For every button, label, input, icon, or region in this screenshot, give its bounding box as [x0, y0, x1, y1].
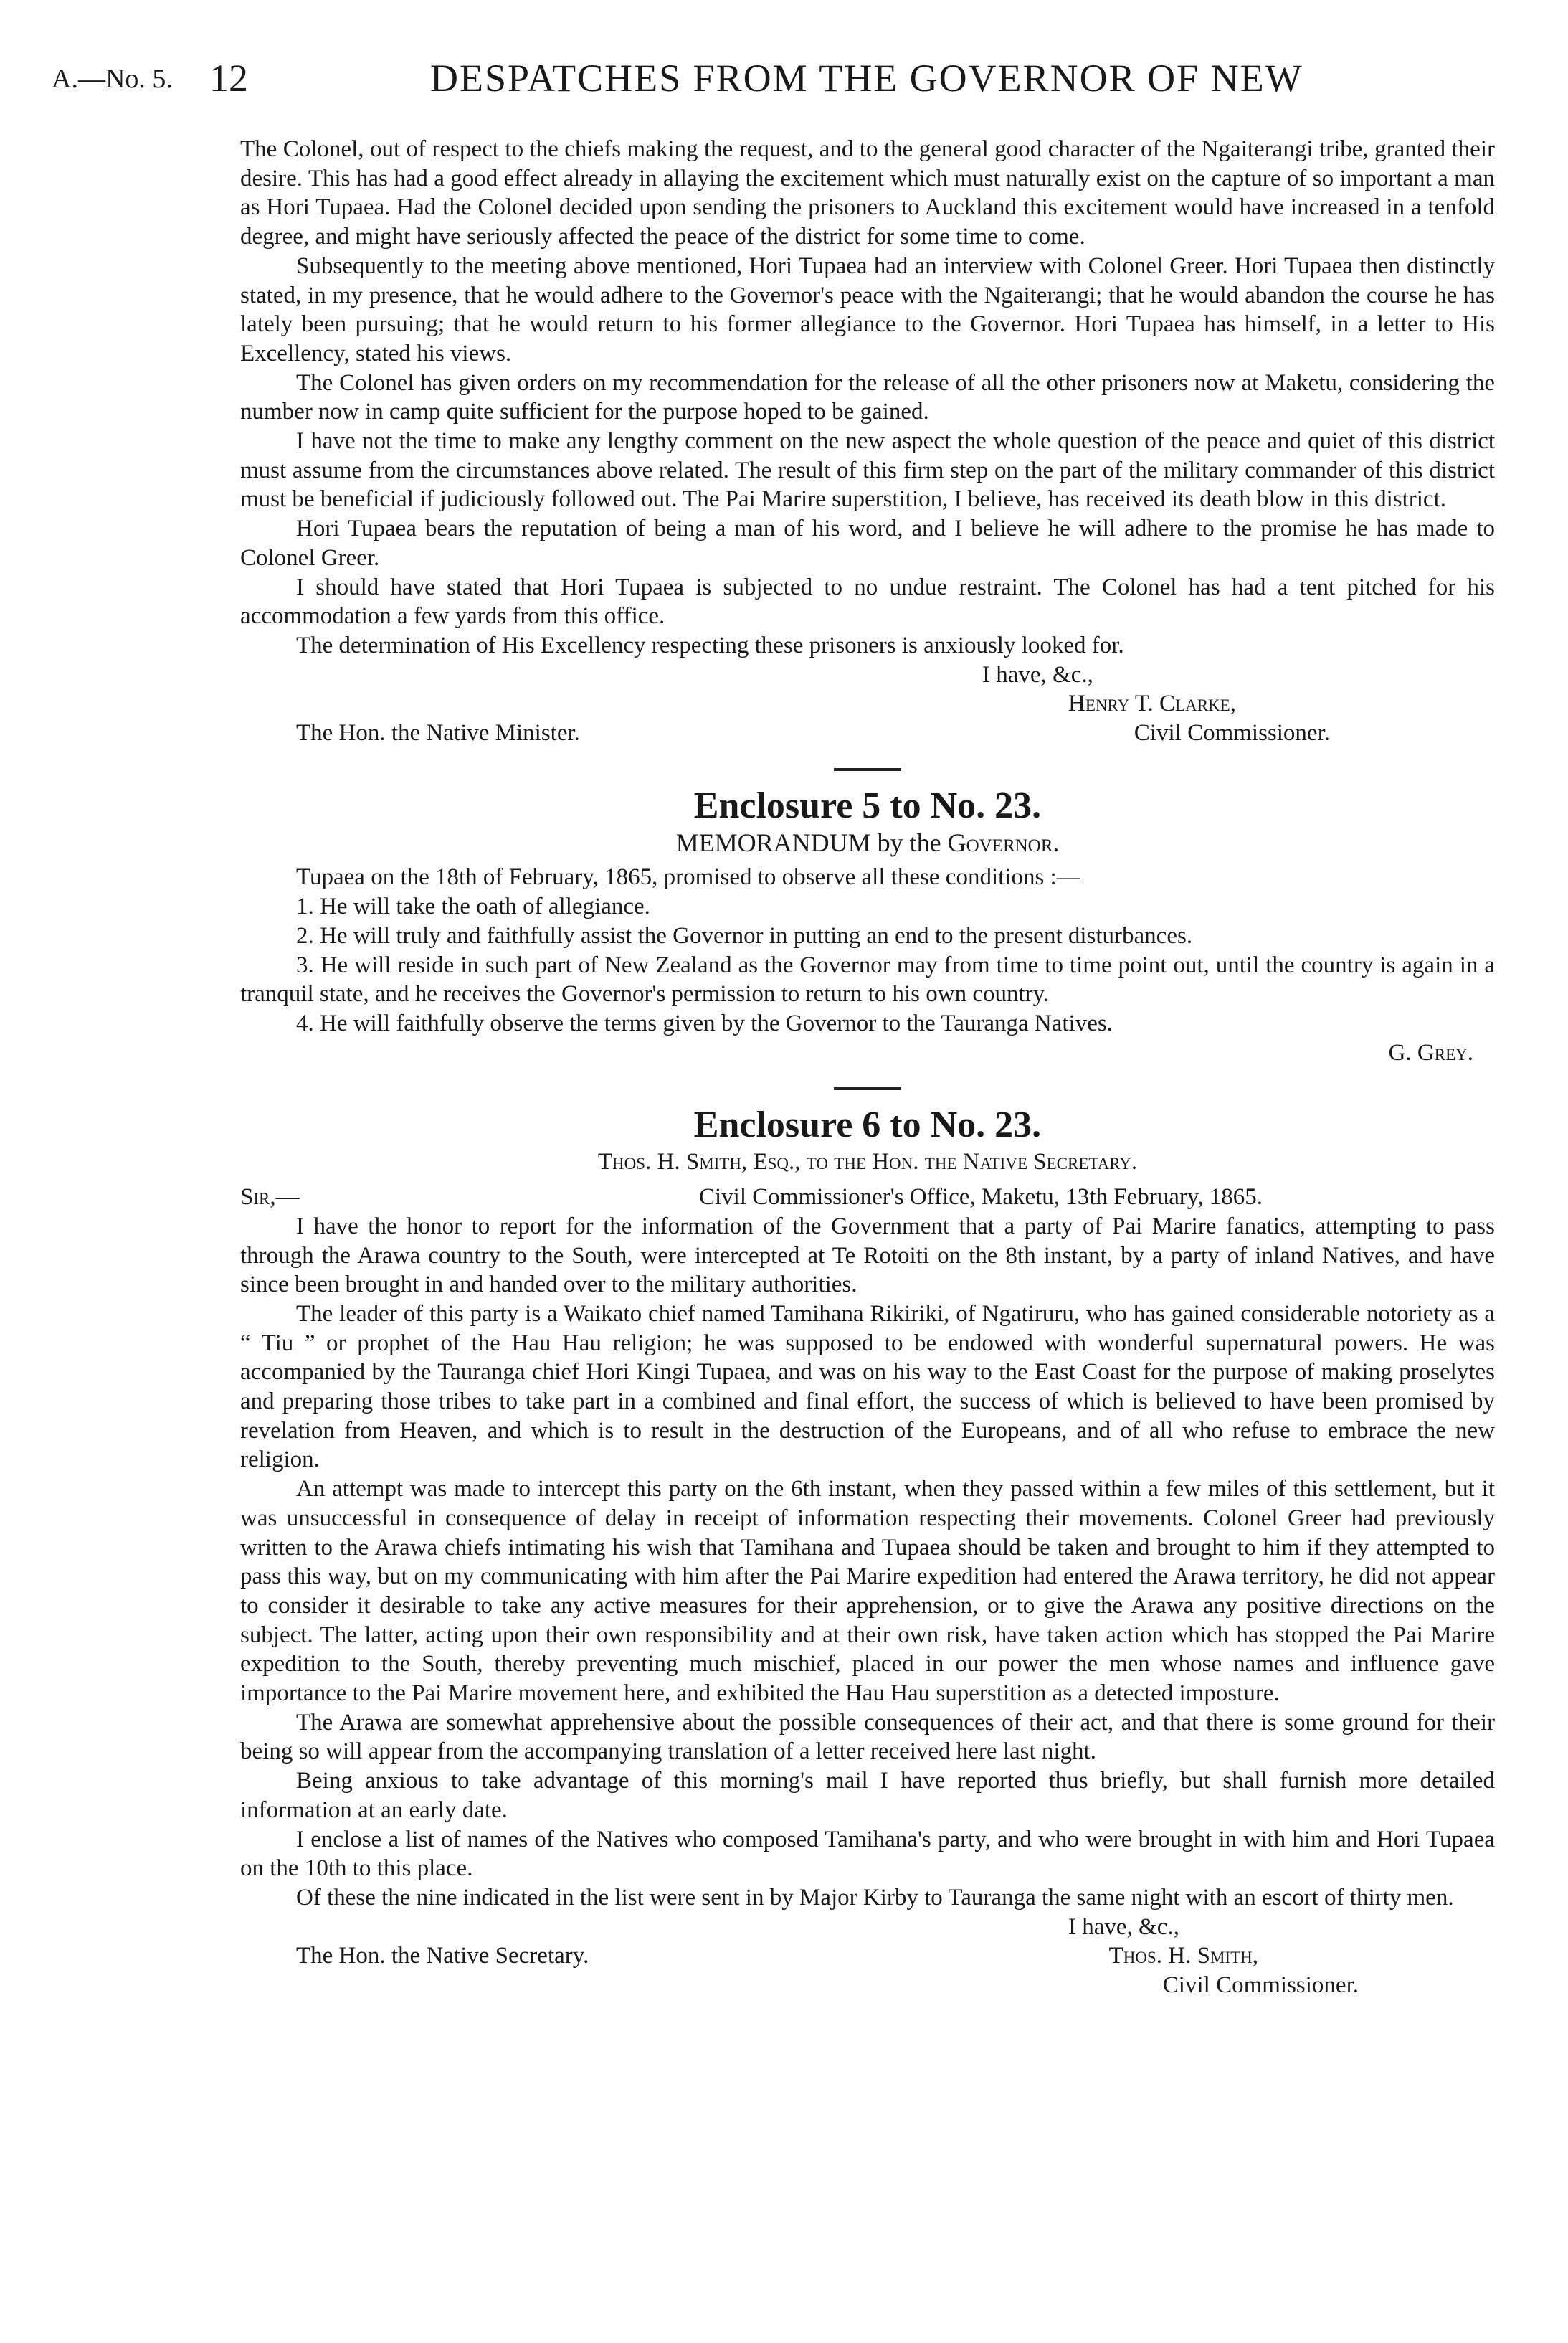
condition-item: 2. He will truly and faithfully assist the Governor in putting an end to the present disturbances.: [296, 922, 1193, 949]
signature: Thos. H. Smith,: [1108, 1943, 1258, 1969]
paragraph: Of these the nine indicated in the list were sent in by Major Kirby to Tauranga the same night with an escort of thirty men.: [296, 1884, 1454, 1911]
enclosure-heading: Enclosure 5 to No. 23.: [693, 785, 1042, 826]
enclosure-heading: Enclosure 6 to No. 23.: [693, 1104, 1042, 1146]
addressee-row: [240, 1941, 1495, 1971]
place-date: Civil Commissioner's Office, Maketu, 13th February, 1865.: [699, 1184, 1263, 1211]
enclosure-5: [240, 784, 1495, 1068]
section-divider: [834, 1087, 901, 1090]
paragraph: The Colonel has given orders on my recommendation for the release of all the other prisoners now at Maketu, considering the number now in camp quite sufficient for the purpose hoped to be gained.: [240, 369, 1495, 425]
signer-title: Civil Commissioner.: [1162, 1972, 1359, 1999]
paragraph: I should have stated that Hori Tupaea is subjected to no undue restraint. The Colonel has had a tent pitched for his accommodation a few yards from this office.: [240, 574, 1495, 630]
page-number: 12: [209, 57, 248, 100]
memo-by: by the: [877, 828, 941, 857]
paragraph: I have not the time to make any lengthy comment on the new aspect the whole question of the peace and quiet of this district must assume from the circumstances above related. The result of this firm step on the part of the military commander of this district must be beneficial if judiciously followed out. The Pai Marire superstition, I believe, has received its death blow in this district.: [240, 428, 1495, 513]
paragraph: I have the honor to report for the information of the Government that a party of Pai Marire fanatics, attempting to pass through the Arawa country to the South, were intercepted at Te Rotoiti on the 8th instant, by a party of inland Natives, and have since been brought in and handed over to the military authorities.: [240, 1213, 1495, 1298]
paragraph: The Colonel, out of respect to the chiefs making the request, and to the general good character of the Ngaiterangi tribe, granted their desire. This has had a good effect already in allaying the excitement which must naturally exist on the capture of so important a man as Hori Tupaea. Had the Colonel decided upon sending the prisoners to Auckland this excitement would have increased in a tenfold degree, and might have seriously affected the peace of the district for some time to come.: [240, 136, 1495, 250]
addressee-row: [240, 719, 1495, 748]
closing-line: I have, &c.,: [982, 661, 1093, 688]
signature: G. Grey.: [1388, 1039, 1473, 1066]
paragraph: Being anxious to take advantage of this morning's mail I have reported thus briefly, but shall furnish more detailed information at an early date.: [240, 1768, 1495, 1823]
memo-author: Governor.: [947, 828, 1060, 857]
page-body: [240, 135, 1495, 2000]
memo-title-line: [240, 828, 1495, 858]
signer-title: Civil Commissioner.: [1134, 720, 1330, 747]
paragraph: Subsequently to the meeting above mentioned, Hori Tupaea had an interview with Colonel Greer. Hori Tupaea then distinctly stated, in my presence, that he would adhere to the Governor's peace with the Ngaiterangi; that he would abandon the course he has lately been pursuing; that he would return to his former allegiance to the Governor. Hori Tupaea has himself, in a letter to His Excellency, stated his views.: [240, 252, 1495, 366]
addressee: The Hon. the Native Minister.: [296, 720, 580, 747]
condition-item: 1. He will take the oath of allegiance.: [296, 894, 650, 920]
paragraph: Hori Tupaea bears the reputation of being a man of his word, and I believe he will adhere to the promise he has made to Colonel Greer.: [240, 516, 1495, 571]
paragraph: The Arawa are somewhat apprehensive about the possible consequences of their act, and that there is some ground for their being so will appear from the accompanying translation of a letter received here last night.: [240, 1709, 1495, 1765]
section-divider: [834, 768, 901, 771]
salutation: Sir,—: [240, 1184, 300, 1211]
enclosure-6: [240, 1103, 1495, 1999]
memo-title: MEMORANDUM: [675, 828, 871, 857]
closing-line: I have, &c.,: [1068, 1913, 1179, 1940]
memo-intro: Tupaea on the 18th of February, 1865, promised to observe all these conditions :—: [296, 864, 1080, 891]
condition-item: 3. He will reside in such part of New Zealand as the Governor may from time to time point out, until the country is again in a tranquil state, and he receives the Governor's permission to return to his own country.: [240, 952, 1495, 1008]
page-header: [0, 56, 1568, 120]
paragraph: I enclose a list of names of the Natives who composed Tamihana's party, and who were brought in with him and Hori Tupaea on the 10th to this place.: [240, 1826, 1495, 1882]
condition-item: 4. He will faithfully observe the terms given by the Governor to the Tauranga Natives.: [296, 1010, 1113, 1036]
paragraph: An attempt was made to intercept this party on the 6th instant, when they passed within a few miles of this settlement, but it was unsuccessful in consequence of delay in receipt of information respecting their movements. Colonel Greer had previously written to the Arawa chiefs intimating his wish that Tamihana and Tupaea should be taken and brought to him if they attempted to pass this way, but on my communicating with him after the Pai Marire expedition had entered the Arawa territory, he did not appear to consider it desirable to take any active measures for their apprehension, or to give the Arawa any positive directions on the subject. The latter, acting upon their own responsibility and at their own risk, have taken action which has stopped the Pai Marire expedition to the South, thereby preventing much mischief, placed in our power the men whose names and influence gave importance to the Pai Marire movement here, and exhibited the Hau Hau superstition as a detected imposture.: [240, 1476, 1495, 1707]
enclosure-subheading: Thos. H. Smith, Esq., to the Hon. the Native Secretary.: [597, 1149, 1138, 1175]
letter-continuation: [240, 135, 1495, 748]
document-reference: A.—No. 5.: [52, 64, 173, 94]
signature: Henry T. Clarke,: [1068, 691, 1236, 717]
addressee: The Hon. the Native Secretary.: [296, 1943, 589, 1969]
running-title: DESPATCHES FROM THE GOVERNOR OF NEW: [430, 57, 1303, 100]
paragraph: The determination of His Excellency respecting these prisoners is anxiously looked for.: [296, 632, 1124, 658]
salutation-row: [240, 1183, 1495, 1212]
paragraph: The leader of this party is a Waikato chief named Tamihana Rikiriki, of Ngatiruru, who has gained considerable notoriety as a “ Tiu ” or prophet of the Hau Hau religion; he was supposed to be endowed with wonderful supernatural powers. He was accompanied by the Tauranga chief Hori Kingi Tupaea, and was on his way to the East Coast for the purpose of making proselytes and preparing those tribes to take part in a combined and final effort, the success of which is believed to have been promised by revelation from Heaven, and which is to result in the destruction of the Europeans, and of all who refuse to embrace the new religion.: [240, 1300, 1495, 1473]
